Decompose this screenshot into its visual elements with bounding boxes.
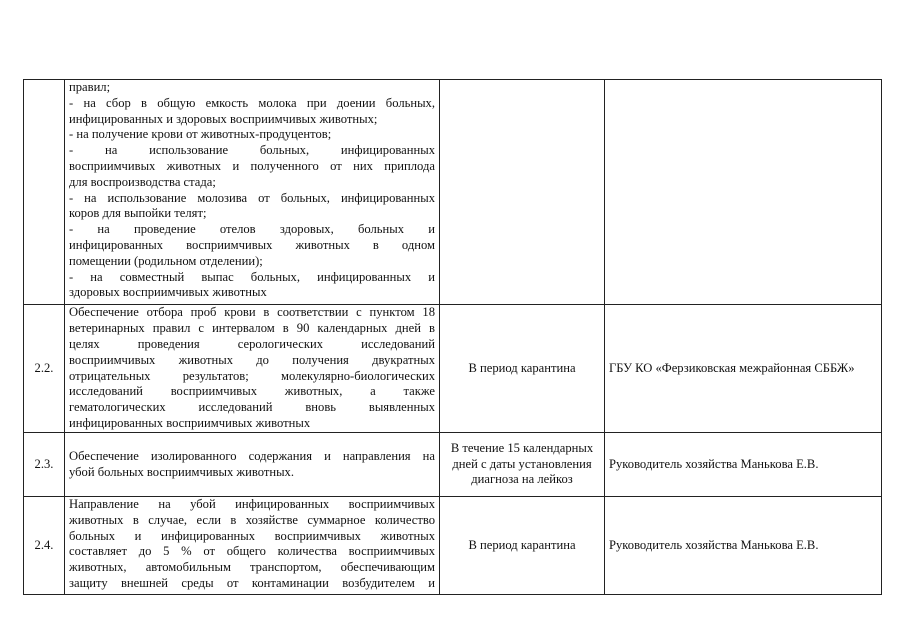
text-line: защиту внешней среды от контаминации возбудителем и — [69, 575, 435, 590]
row-responsible: Руководитель хозяйства Манькова Е.В. — [605, 497, 882, 595]
row-number: 2.3. — [24, 433, 65, 497]
text-line: отрицательных результатов; молекулярно-биологических — [69, 368, 435, 383]
text-line: инфицированных восприимчивых животных — [69, 415, 311, 430]
row-responsible: ГБУ КО «Ферзиковская межрайонная СББЖ» — [605, 305, 882, 433]
text-line: восприимчивых животных до получения двукратных — [69, 352, 435, 367]
text-line: помещении (родильном отделении); — [69, 253, 263, 268]
text-line: - на совместный выпас больных, инфицированных и — [69, 269, 435, 284]
text-line: для воспроизводства стада; — [69, 174, 216, 189]
text-line: целях проведения серологических исследований — [69, 336, 435, 351]
text-line: больных и инфицированных восприимчивых животных — [69, 528, 435, 543]
text-line: Обеспечение изолированного содержания и направления на — [69, 448, 435, 463]
text-line: Обеспечение отбора проб крови в соответствии с пунктом 18 — [69, 305, 435, 320]
row-responsible: Руководитель хозяйства Манькова Е.В. — [605, 433, 882, 497]
row-measure-text — [65, 305, 440, 433]
text-line: исследований восприимчивых животных, а также — [69, 384, 435, 399]
text-line: Направление на убой инфицированных восприимчивых — [69, 497, 435, 511]
text-line: животных, автомобильным транспортом, обеспечивающим — [69, 560, 435, 575]
text-line: здоровых восприимчивых животных — [69, 285, 267, 300]
row-number: 2.2. — [24, 305, 65, 433]
text-line: убой больных восприимчивых животных. — [69, 464, 294, 479]
text-line: ветеринарных правил с интервалом в 90 календарных дней в — [69, 321, 435, 336]
row-number — [24, 80, 65, 305]
text-line: - на использование молозива от больных, инфицированных — [69, 190, 435, 205]
text-line: инфицированных восприимчивых животных в одном — [69, 237, 435, 252]
text-line: - на использование больных, инфицированных — [69, 143, 435, 158]
row-term: В период карантина — [440, 305, 605, 433]
row-measure-text — [65, 497, 440, 595]
text-line: восприимчивых животных и полученного от них приплода — [69, 158, 435, 173]
table-row — [24, 497, 882, 595]
table-row — [24, 433, 882, 497]
text-line: животных в случае, если в хозяйстве суммарное количество — [69, 512, 435, 527]
measures-table — [23, 79, 882, 595]
row-responsible — [605, 80, 882, 305]
row-measure-text — [65, 80, 440, 305]
text-line: - на получение крови от животных-продуцентов; — [69, 127, 332, 142]
text-line: - на проведение отелов здоровых, больных и — [69, 222, 435, 237]
row-measure-text — [65, 433, 440, 497]
row-term — [440, 80, 605, 305]
row-number: 2.4. — [24, 497, 65, 595]
table-row — [24, 80, 882, 305]
table-row — [24, 305, 882, 433]
text-line: правил; — [69, 80, 111, 94]
row-term: В течение 15 календарных дней с даты установления диагноза на лейкоз — [440, 433, 605, 497]
text-line: гематологических исследований вновь выявленных — [69, 400, 435, 415]
text-line: составляет до 5 % от общего количества восприимчивых — [69, 544, 435, 559]
text-line: инфицированных и здоровых восприимчивых животных; — [69, 111, 378, 126]
text-line: - на сбор в общую емкость молока при доении больных, — [69, 95, 435, 110]
text-line: коров для выпойки телят; — [69, 206, 207, 221]
row-term: В период карантина — [440, 497, 605, 595]
